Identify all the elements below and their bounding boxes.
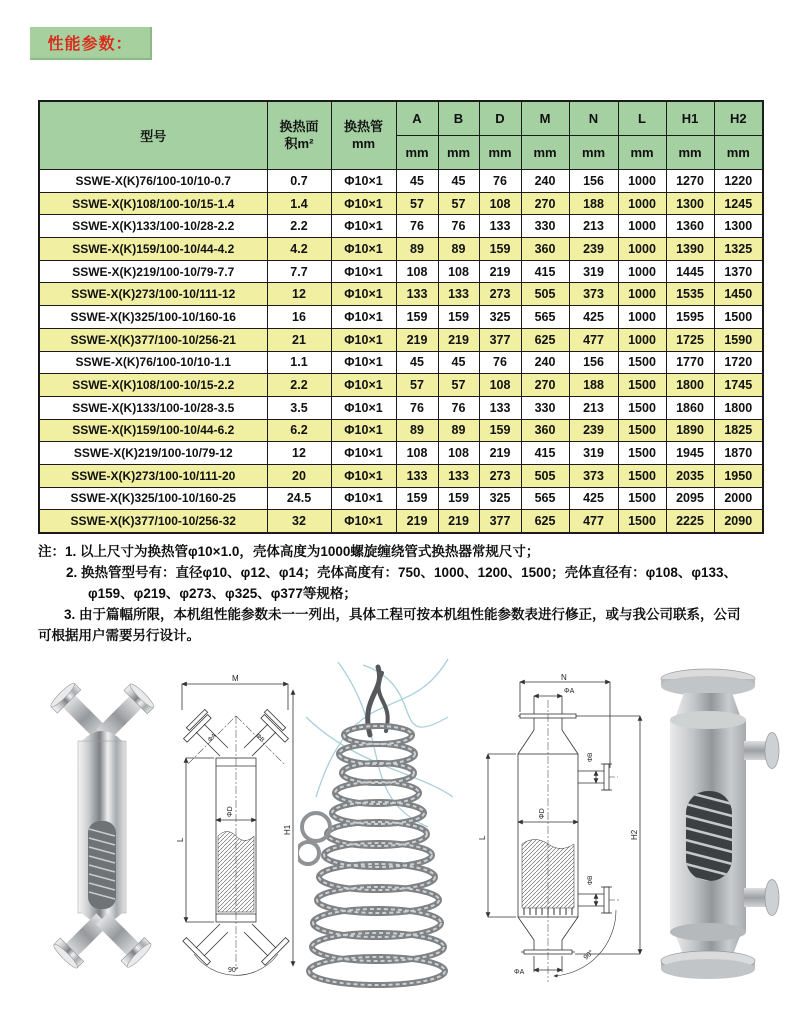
value-cell: Φ10×1 bbox=[331, 283, 396, 306]
unit-cell: mm bbox=[618, 136, 666, 170]
model-cell: SSWE-X(K)325/100-10/160-25 bbox=[39, 487, 267, 510]
value-cell: 219 bbox=[479, 260, 521, 283]
value-cell: 219 bbox=[438, 328, 479, 351]
value-cell: Φ10×1 bbox=[331, 170, 396, 193]
value-cell: 159 bbox=[396, 487, 438, 510]
dim-label-A-top: ΦA bbox=[564, 688, 575, 695]
table-row bbox=[39, 464, 763, 487]
table-row bbox=[39, 328, 763, 351]
table-row bbox=[39, 215, 763, 238]
value-cell: 219 bbox=[438, 510, 479, 533]
value-cell: 1860 bbox=[666, 396, 714, 419]
value-cell: 1000 bbox=[618, 260, 666, 283]
table-row bbox=[39, 351, 763, 374]
value-cell: 1500 bbox=[714, 306, 763, 329]
value-cell: 57 bbox=[396, 192, 438, 215]
value-cell: 108 bbox=[438, 442, 479, 465]
value-cell: 1500 bbox=[618, 464, 666, 487]
col-header-model: 型号 bbox=[39, 101, 267, 170]
table-row bbox=[39, 419, 763, 442]
model-cell: SSWE-X(K)76/100-10/10-1.1 bbox=[39, 351, 267, 374]
col-header-tube-line2: mm bbox=[351, 135, 376, 151]
col-header-H2: H2 bbox=[714, 101, 763, 136]
value-cell: 219 bbox=[479, 442, 521, 465]
value-cell: 57 bbox=[438, 192, 479, 215]
value-cell: 1000 bbox=[618, 283, 666, 306]
value-cell: 159 bbox=[438, 487, 479, 510]
table-row bbox=[39, 192, 763, 215]
value-cell: 24.5 bbox=[267, 487, 331, 510]
dim-label-A: ΦA bbox=[207, 732, 218, 744]
value-cell: 213 bbox=[569, 215, 618, 238]
value-cell: 325 bbox=[479, 306, 521, 329]
value-cell: 1770 bbox=[666, 351, 714, 374]
value-cell: 57 bbox=[438, 374, 479, 397]
unit-cell: mm bbox=[714, 136, 763, 170]
value-cell: 1595 bbox=[666, 306, 714, 329]
value-cell: 45 bbox=[396, 351, 438, 374]
col-header-area-line2: 积m² bbox=[284, 135, 314, 151]
table-body bbox=[39, 170, 763, 534]
value-cell: 1300 bbox=[714, 215, 763, 238]
value-cell: 159 bbox=[479, 419, 521, 442]
value-cell: 505 bbox=[521, 464, 569, 487]
value-cell: Φ10×1 bbox=[331, 464, 396, 487]
value-cell: Φ10×1 bbox=[331, 419, 396, 442]
value-cell: 133 bbox=[479, 215, 521, 238]
value-cell: 1500 bbox=[618, 351, 666, 374]
value-cell: 0.7 bbox=[267, 170, 331, 193]
model-cell: SSWE-X(K)377/100-10/256-32 bbox=[39, 510, 267, 533]
value-cell: Φ10×1 bbox=[331, 192, 396, 215]
col-header-M: M bbox=[521, 101, 569, 136]
value-cell: 89 bbox=[396, 238, 438, 261]
dim-label-N: N bbox=[561, 673, 567, 682]
value-cell: 108 bbox=[479, 374, 521, 397]
value-cell: 1950 bbox=[714, 464, 763, 487]
value-cell: 219 bbox=[396, 328, 438, 351]
col-header-tube-line1: 换热管 bbox=[343, 119, 383, 135]
dim-label-H2: H2 bbox=[630, 829, 639, 840]
value-cell: 1825 bbox=[714, 419, 763, 442]
value-cell: 1945 bbox=[666, 442, 714, 465]
value-cell: 1500 bbox=[618, 510, 666, 533]
notes-block bbox=[38, 541, 768, 646]
value-cell: 76 bbox=[479, 170, 521, 193]
table-row bbox=[39, 260, 763, 283]
value-cell: 16 bbox=[267, 306, 331, 329]
model-cell: SSWE-X(K)325/100-10/160-16 bbox=[39, 306, 267, 329]
photo-coil-bundle bbox=[298, 657, 456, 997]
unit-cell: mm bbox=[569, 136, 618, 170]
value-cell: 477 bbox=[569, 510, 618, 533]
note-line: 可根据用户需要另行设计。 bbox=[38, 628, 200, 643]
dim-label-A-bottom: ΦA bbox=[514, 969, 525, 976]
value-cell: Φ10×1 bbox=[331, 374, 396, 397]
value-cell: 133 bbox=[438, 283, 479, 306]
value-cell: 89 bbox=[438, 238, 479, 261]
value-cell: 377 bbox=[479, 328, 521, 351]
value-cell: 188 bbox=[569, 374, 618, 397]
value-cell: 270 bbox=[521, 192, 569, 215]
value-cell: 1000 bbox=[618, 238, 666, 261]
value-cell: 76 bbox=[396, 396, 438, 419]
col-header-D: D bbox=[479, 101, 521, 136]
value-cell: Φ10×1 bbox=[331, 215, 396, 238]
unit-cell: mm bbox=[479, 136, 521, 170]
value-cell: 373 bbox=[569, 464, 618, 487]
value-cell: 1390 bbox=[666, 238, 714, 261]
col-header-B: B bbox=[438, 101, 479, 136]
value-cell: 1500 bbox=[618, 374, 666, 397]
value-cell: Φ10×1 bbox=[331, 328, 396, 351]
value-cell: 32 bbox=[267, 510, 331, 533]
value-cell: 1270 bbox=[666, 170, 714, 193]
value-cell: 425 bbox=[569, 487, 618, 510]
table-row bbox=[39, 283, 763, 306]
value-cell: 1000 bbox=[618, 306, 666, 329]
value-cell: 219 bbox=[396, 510, 438, 533]
value-cell: 625 bbox=[521, 328, 569, 351]
value-cell: 2225 bbox=[666, 510, 714, 533]
value-cell: 156 bbox=[569, 351, 618, 374]
value-cell: 360 bbox=[521, 238, 569, 261]
value-cell: 76 bbox=[396, 215, 438, 238]
value-cell: 240 bbox=[521, 170, 569, 193]
value-cell: 625 bbox=[521, 510, 569, 533]
value-cell: 188 bbox=[569, 192, 618, 215]
value-cell: 133 bbox=[479, 396, 521, 419]
value-cell: 1325 bbox=[714, 238, 763, 261]
table-row bbox=[39, 306, 763, 329]
table-row bbox=[39, 442, 763, 465]
col-header-N: N bbox=[569, 101, 618, 136]
value-cell: Φ10×1 bbox=[331, 487, 396, 510]
value-cell: 4.2 bbox=[267, 238, 331, 261]
value-cell: 20 bbox=[267, 464, 331, 487]
table-row bbox=[39, 396, 763, 419]
value-cell: 1.4 bbox=[267, 192, 331, 215]
value-cell: 2.2 bbox=[267, 374, 331, 397]
model-cell: SSWE-X(K)273/100-10/111-12 bbox=[39, 283, 267, 306]
value-cell: 89 bbox=[438, 419, 479, 442]
value-cell: 2000 bbox=[714, 487, 763, 510]
page-title bbox=[30, 27, 152, 60]
page-title-text: 性能参数： bbox=[47, 36, 133, 53]
model-cell: SSWE-X(K)133/100-10/28-2.2 bbox=[39, 215, 267, 238]
model-cell: SSWE-X(K)273/100-10/111-20 bbox=[39, 464, 267, 487]
value-cell: 270 bbox=[521, 374, 569, 397]
photo-exchanger-flanged bbox=[648, 663, 790, 987]
value-cell: Φ10×1 bbox=[331, 510, 396, 533]
value-cell: 133 bbox=[438, 464, 479, 487]
unit-cell: mm bbox=[438, 136, 479, 170]
value-cell: 1870 bbox=[714, 442, 763, 465]
value-cell: 45 bbox=[438, 170, 479, 193]
value-cell: 505 bbox=[521, 283, 569, 306]
value-cell: 133 bbox=[396, 283, 438, 306]
value-cell: 21 bbox=[267, 328, 331, 351]
dim-label-B-upper: ΦB bbox=[587, 752, 594, 762]
dim-label-D: ΦD bbox=[227, 806, 234, 817]
value-cell: 1500 bbox=[618, 396, 666, 419]
note-line: 注：1. 以上尺寸为换热管φ10×1.0，壳体高度为1000螺旋缠绕管式换热器常规尺寸； bbox=[38, 544, 540, 559]
value-cell: 2.2 bbox=[267, 215, 331, 238]
figure-strip bbox=[0, 655, 800, 1015]
value-cell: 159 bbox=[438, 306, 479, 329]
value-cell: 1000 bbox=[618, 328, 666, 351]
value-cell: 1220 bbox=[714, 170, 763, 193]
model-cell: SSWE-X(K)133/100-10/28-3.5 bbox=[39, 396, 267, 419]
value-cell: 1500 bbox=[618, 487, 666, 510]
value-cell: 76 bbox=[479, 351, 521, 374]
col-header-area-line1: 换热面 bbox=[279, 119, 319, 135]
value-cell: 425 bbox=[569, 306, 618, 329]
dim-label-B: ΦB bbox=[254, 733, 266, 744]
dim-label-M: M bbox=[232, 674, 239, 683]
model-cell: SSWE-X(K)219/100-10/79-12 bbox=[39, 442, 267, 465]
value-cell: 415 bbox=[521, 260, 569, 283]
value-cell: 108 bbox=[396, 442, 438, 465]
value-cell: 1000 bbox=[618, 215, 666, 238]
value-cell: Φ10×1 bbox=[331, 351, 396, 374]
value-cell: 1500 bbox=[618, 442, 666, 465]
value-cell: 477 bbox=[569, 328, 618, 351]
value-cell: 415 bbox=[521, 442, 569, 465]
value-cell: 159 bbox=[479, 238, 521, 261]
unit-cell: mm bbox=[521, 136, 569, 170]
value-cell: 2095 bbox=[666, 487, 714, 510]
value-cell: 1000 bbox=[618, 170, 666, 193]
value-cell: 565 bbox=[521, 306, 569, 329]
value-cell: 45 bbox=[438, 351, 479, 374]
value-cell: 2090 bbox=[714, 510, 763, 533]
col-header-A: A bbox=[396, 101, 438, 136]
value-cell: 330 bbox=[521, 215, 569, 238]
value-cell: 156 bbox=[569, 170, 618, 193]
value-cell: 1890 bbox=[666, 419, 714, 442]
value-cell: 319 bbox=[569, 260, 618, 283]
value-cell: 108 bbox=[396, 260, 438, 283]
drawing-x-nozzle-type bbox=[172, 670, 300, 980]
value-cell: 57 bbox=[396, 374, 438, 397]
model-cell: SSWE-X(K)377/100-10/256-21 bbox=[39, 328, 267, 351]
value-cell: 565 bbox=[521, 487, 569, 510]
value-cell: 45 bbox=[396, 170, 438, 193]
photo-exchanger-x-nozzles bbox=[26, 673, 178, 975]
value-cell: 1800 bbox=[714, 396, 763, 419]
value-cell: 273 bbox=[479, 283, 521, 306]
value-cell: 7.7 bbox=[267, 260, 331, 283]
value-cell: 1370 bbox=[714, 260, 763, 283]
value-cell: 330 bbox=[521, 396, 569, 419]
dim-label-angle: 90° bbox=[582, 949, 596, 962]
model-cell: SSWE-X(K)159/100-10/44-6.2 bbox=[39, 419, 267, 442]
value-cell: 1500 bbox=[618, 419, 666, 442]
value-cell: 1.1 bbox=[267, 351, 331, 374]
value-cell: 319 bbox=[569, 442, 618, 465]
value-cell: 1245 bbox=[714, 192, 763, 215]
dim-label-L: L bbox=[478, 835, 487, 840]
model-cell: SSWE-X(K)108/100-10/15-1.4 bbox=[39, 192, 267, 215]
drawing-side-nozzle-type bbox=[468, 672, 652, 988]
unit-cell: mm bbox=[396, 136, 438, 170]
value-cell: Φ10×1 bbox=[331, 306, 396, 329]
col-header-area bbox=[267, 101, 331, 170]
value-cell: 1590 bbox=[714, 328, 763, 351]
value-cell: 377 bbox=[479, 510, 521, 533]
table-row bbox=[39, 374, 763, 397]
spec-table bbox=[38, 100, 764, 534]
value-cell: 1720 bbox=[714, 351, 763, 374]
value-cell: 2035 bbox=[666, 464, 714, 487]
col-header-H1: H1 bbox=[666, 101, 714, 136]
value-cell: 239 bbox=[569, 238, 618, 261]
value-cell: 1300 bbox=[666, 192, 714, 215]
value-cell: 213 bbox=[569, 396, 618, 419]
value-cell: 1800 bbox=[666, 374, 714, 397]
model-cell: SSWE-X(K)76/100-10/10-0.7 bbox=[39, 170, 267, 193]
value-cell: 6.2 bbox=[267, 419, 331, 442]
note-line: φ159、φ219、φ273、φ325、φ377等规格； bbox=[88, 586, 357, 601]
note-line: 2. 换热管型号有：直径φ10、φ12、φ14；壳体高度有：750、1000、1200、1500；壳体直径有：φ108、φ133、 bbox=[66, 565, 738, 580]
col-header-tube bbox=[331, 101, 396, 170]
table-row bbox=[39, 510, 763, 533]
value-cell: 1745 bbox=[714, 374, 763, 397]
table-row bbox=[39, 487, 763, 510]
value-cell: 1725 bbox=[666, 328, 714, 351]
value-cell: 3.5 bbox=[267, 396, 331, 419]
table-row bbox=[39, 170, 763, 193]
value-cell: 360 bbox=[521, 419, 569, 442]
value-cell: 373 bbox=[569, 283, 618, 306]
col-header-L: L bbox=[618, 101, 666, 136]
value-cell: 1450 bbox=[714, 283, 763, 306]
note-line: 3. 由于篇幅所限，本机组性能参数未一一列出，具体工程可按本机组性能参数表进行修正，或与我公司联系，公司 bbox=[64, 607, 741, 622]
value-cell: 76 bbox=[438, 396, 479, 419]
dim-label-angle: 90° bbox=[228, 967, 239, 974]
value-cell: Φ10×1 bbox=[331, 260, 396, 283]
dim-label-H1: H1 bbox=[283, 824, 292, 835]
table-row bbox=[39, 238, 763, 261]
unit-cell: mm bbox=[666, 136, 714, 170]
value-cell: 108 bbox=[438, 260, 479, 283]
dim-label-B-lower: ΦB bbox=[587, 875, 594, 885]
value-cell: 240 bbox=[521, 351, 569, 374]
model-cell: SSWE-X(K)159/100-10/44-4.2 bbox=[39, 238, 267, 261]
value-cell: 12 bbox=[267, 283, 331, 306]
model-cell: SSWE-X(K)219/100-10/79-7.7 bbox=[39, 260, 267, 283]
value-cell: 133 bbox=[396, 464, 438, 487]
value-cell: 108 bbox=[479, 192, 521, 215]
value-cell: 1000 bbox=[618, 192, 666, 215]
value-cell: 1360 bbox=[666, 215, 714, 238]
value-cell: 1445 bbox=[666, 260, 714, 283]
value-cell: Φ10×1 bbox=[331, 238, 396, 261]
value-cell: 273 bbox=[479, 464, 521, 487]
value-cell: 76 bbox=[438, 215, 479, 238]
dim-label-L: L bbox=[176, 837, 185, 842]
value-cell: Φ10×1 bbox=[331, 442, 396, 465]
dim-label-D: ΦD bbox=[539, 808, 546, 819]
value-cell: 325 bbox=[479, 487, 521, 510]
model-cell: SSWE-X(K)108/100-10/15-2.2 bbox=[39, 374, 267, 397]
value-cell: 12 bbox=[267, 442, 331, 465]
value-cell: 1535 bbox=[666, 283, 714, 306]
value-cell: 89 bbox=[396, 419, 438, 442]
value-cell: 159 bbox=[396, 306, 438, 329]
value-cell: 239 bbox=[569, 419, 618, 442]
value-cell: Φ10×1 bbox=[331, 396, 396, 419]
